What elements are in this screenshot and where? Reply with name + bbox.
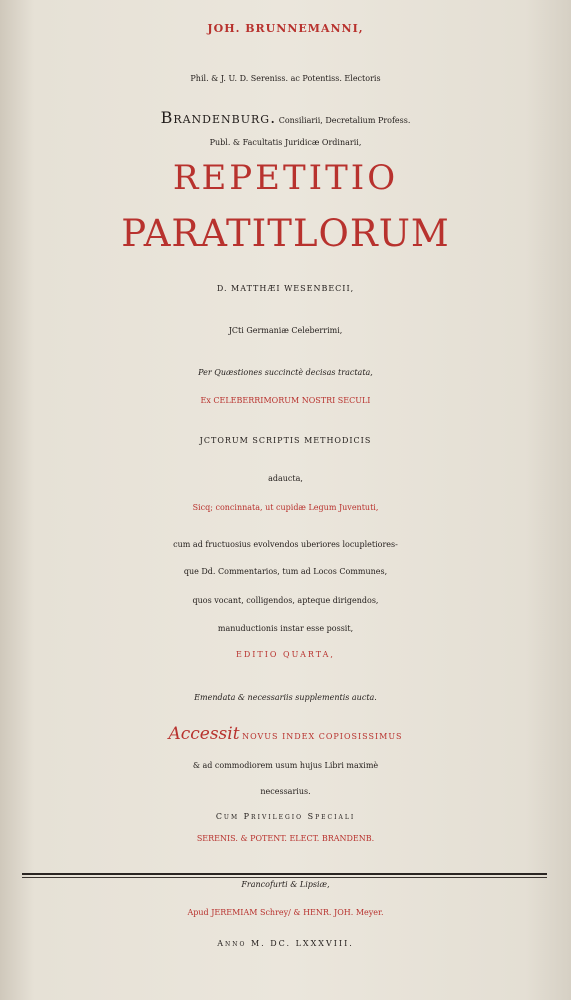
privilege-line-2: SERENIS. & POTENT. ELECT. BRANDENB. bbox=[196, 834, 375, 843]
index-title: NOVUS INDEX COPIOSISSIMUS bbox=[242, 732, 403, 741]
publisher-rest: HENR. JOH. Meyer. bbox=[303, 908, 384, 917]
desc-line-3: JCTORUM SCRIPTIS METHODICIS bbox=[199, 436, 372, 445]
imprint-place: Francofurti & Lipsiæ, bbox=[241, 880, 330, 889]
publisher-apud: Apud JEREMIAM Schrey/ & bbox=[187, 908, 301, 917]
author-office bbox=[0, 108, 571, 127]
divider-rule bbox=[22, 873, 547, 875]
desc-line-7: que Dd. Commentarios, tum ad Locos Communes, bbox=[183, 567, 388, 576]
desc-line-2: Ex CELEBERRIMORUM NOSTRI SECULI bbox=[200, 396, 371, 405]
imprint-publisher bbox=[0, 908, 571, 917]
main-title-2: PARATITLORUM bbox=[121, 212, 450, 255]
index-line-3: necessarius. bbox=[260, 787, 311, 796]
privilege-line-1: Cum Privilegio Speciali bbox=[215, 812, 356, 821]
author-office-2: Publ. & Facultatis Juridicæ Ordinarii, bbox=[209, 138, 362, 147]
desc-line-9: manuductionis instar esse possit, bbox=[217, 624, 354, 633]
desc-line-6: cum ad fructuosius evolvendos uberiores locupletiores- bbox=[173, 540, 398, 549]
author-degrees: Phil. & J. U. D. Sereniss. ac Potentiss. Electoris bbox=[190, 74, 381, 83]
main-title-1: REPETITIO bbox=[172, 158, 399, 198]
desc-line-8: quos vocant, colligendos, apteque dirigendos, bbox=[192, 596, 379, 605]
divider-rule-thin bbox=[22, 877, 547, 878]
subject-description: JCti Germaniæ Celeberrimi, bbox=[228, 326, 343, 335]
office-prefix: Brandenburg. bbox=[160, 108, 277, 127]
subject-name: D. MATTHÆI WESENBECII, bbox=[216, 284, 355, 293]
office-rest: Consiliarii, Decretalium Profess. bbox=[278, 116, 411, 125]
desc-line-4: adaucta, bbox=[268, 474, 303, 483]
desc-line-5: Sicq; concinnata, ut cupidæ Legum Juventuti, bbox=[192, 503, 379, 512]
edition: EDITIO QUARTA, bbox=[236, 650, 335, 659]
desc-line-1: Per Quæstiones succinctè decisas tractata, bbox=[198, 368, 373, 377]
index-line bbox=[0, 724, 571, 744]
emendation: Emendata & necessariis supplementis aucta. bbox=[194, 693, 377, 702]
accessit: Accessit bbox=[168, 724, 240, 744]
author-name: JOH. BRUNNEMANNI, bbox=[207, 22, 364, 35]
imprint-year: Anno M. DC. LXXXVIII. bbox=[217, 939, 354, 948]
index-line-2: & ad commodiorem usum hujus Libri maximè bbox=[192, 761, 379, 770]
